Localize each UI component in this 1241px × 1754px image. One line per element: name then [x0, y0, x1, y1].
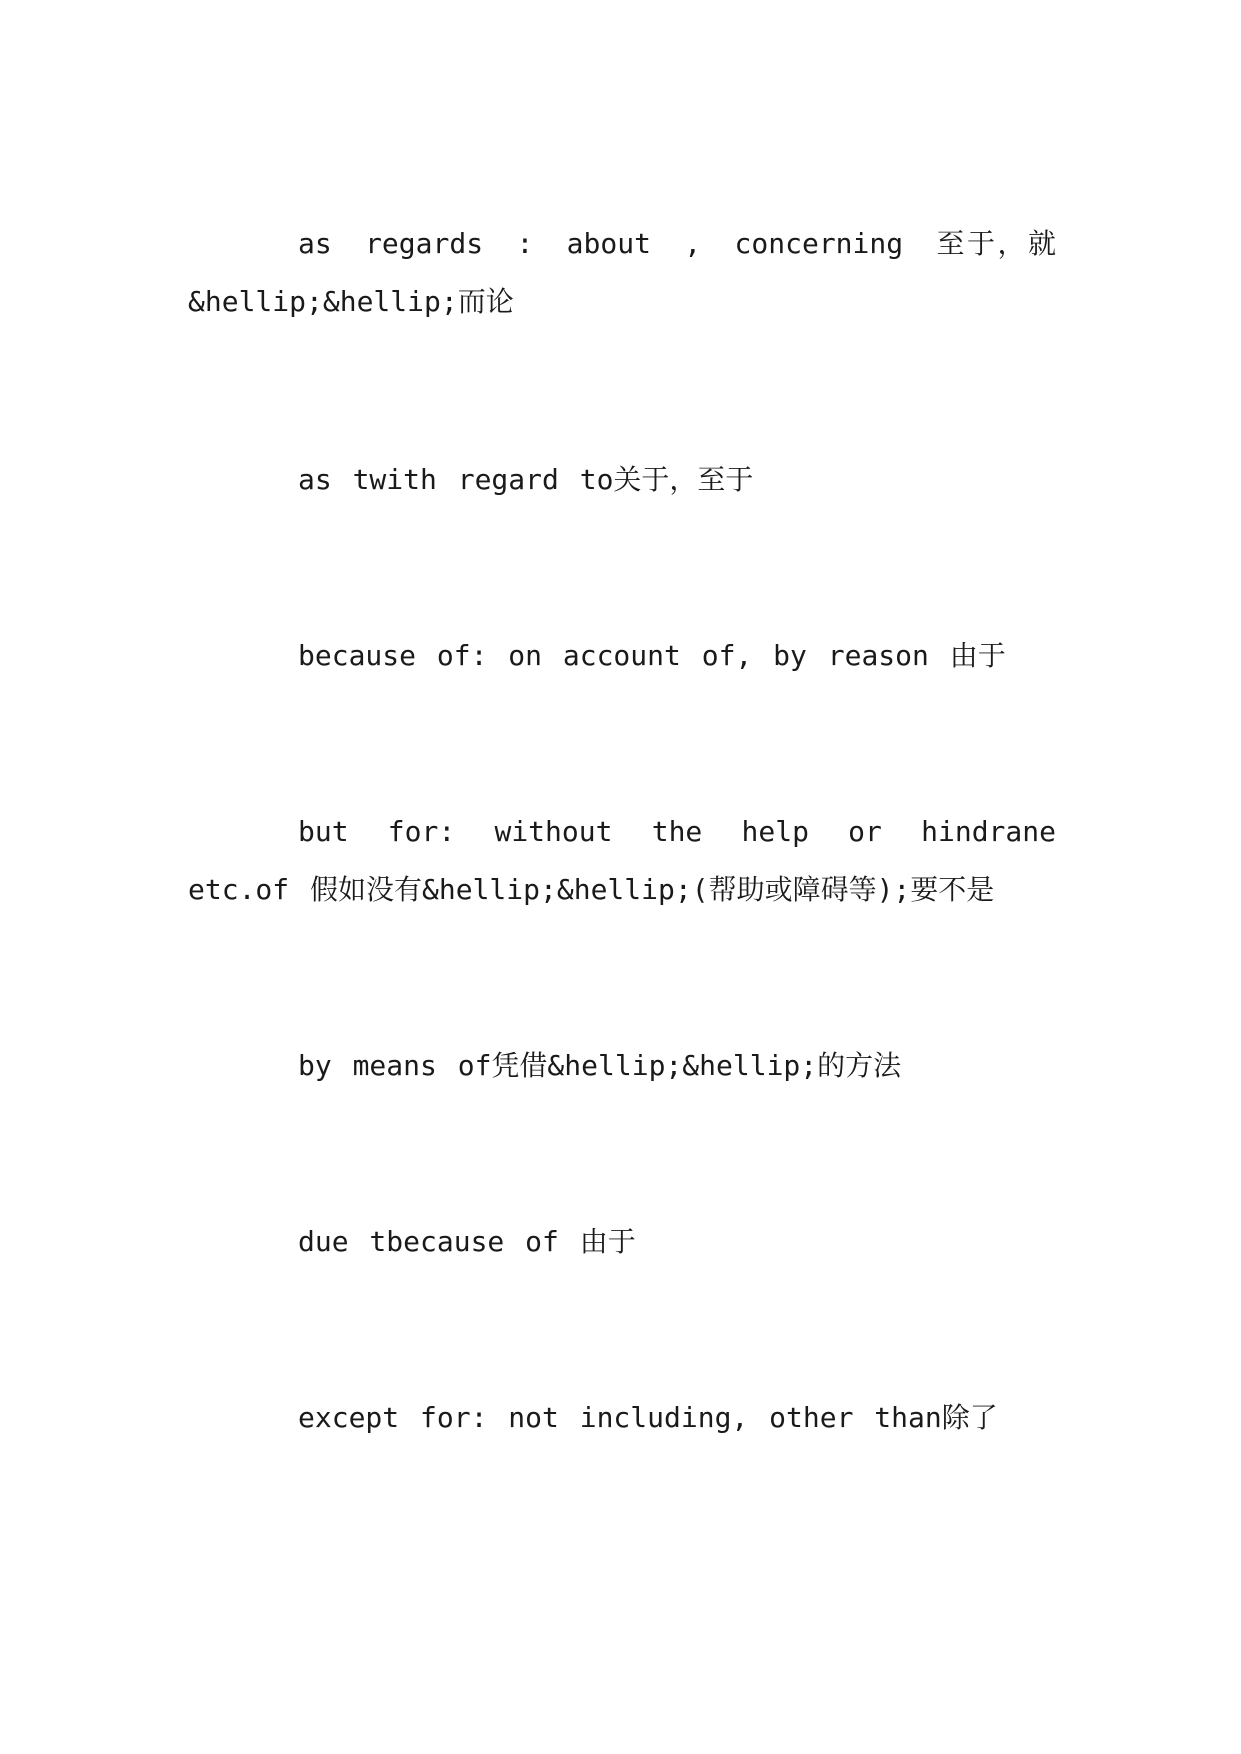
entry-because-of: because of: on account of, by reason 由于: [298, 639, 1006, 672]
entry-with-regard-to: as twith regard to关于，至于: [298, 463, 754, 496]
entry-except-for: except for: not including, other than除了: [298, 1401, 998, 1434]
entry-but-for: but for: without the help or hindrane etc.of 假如没有&hellip;&hellip;(帮助或障碍等);要不是: [188, 815, 1056, 906]
entry-as-regards: as regards : about , concerning 至于，就&hellip;&hellip;而论: [188, 227, 1056, 318]
entry-due-to: due tbecause of 由于: [298, 1225, 636, 1258]
entry-by-means-of: by means of凭借&hellip;&hellip;的方法: [298, 1049, 902, 1082]
